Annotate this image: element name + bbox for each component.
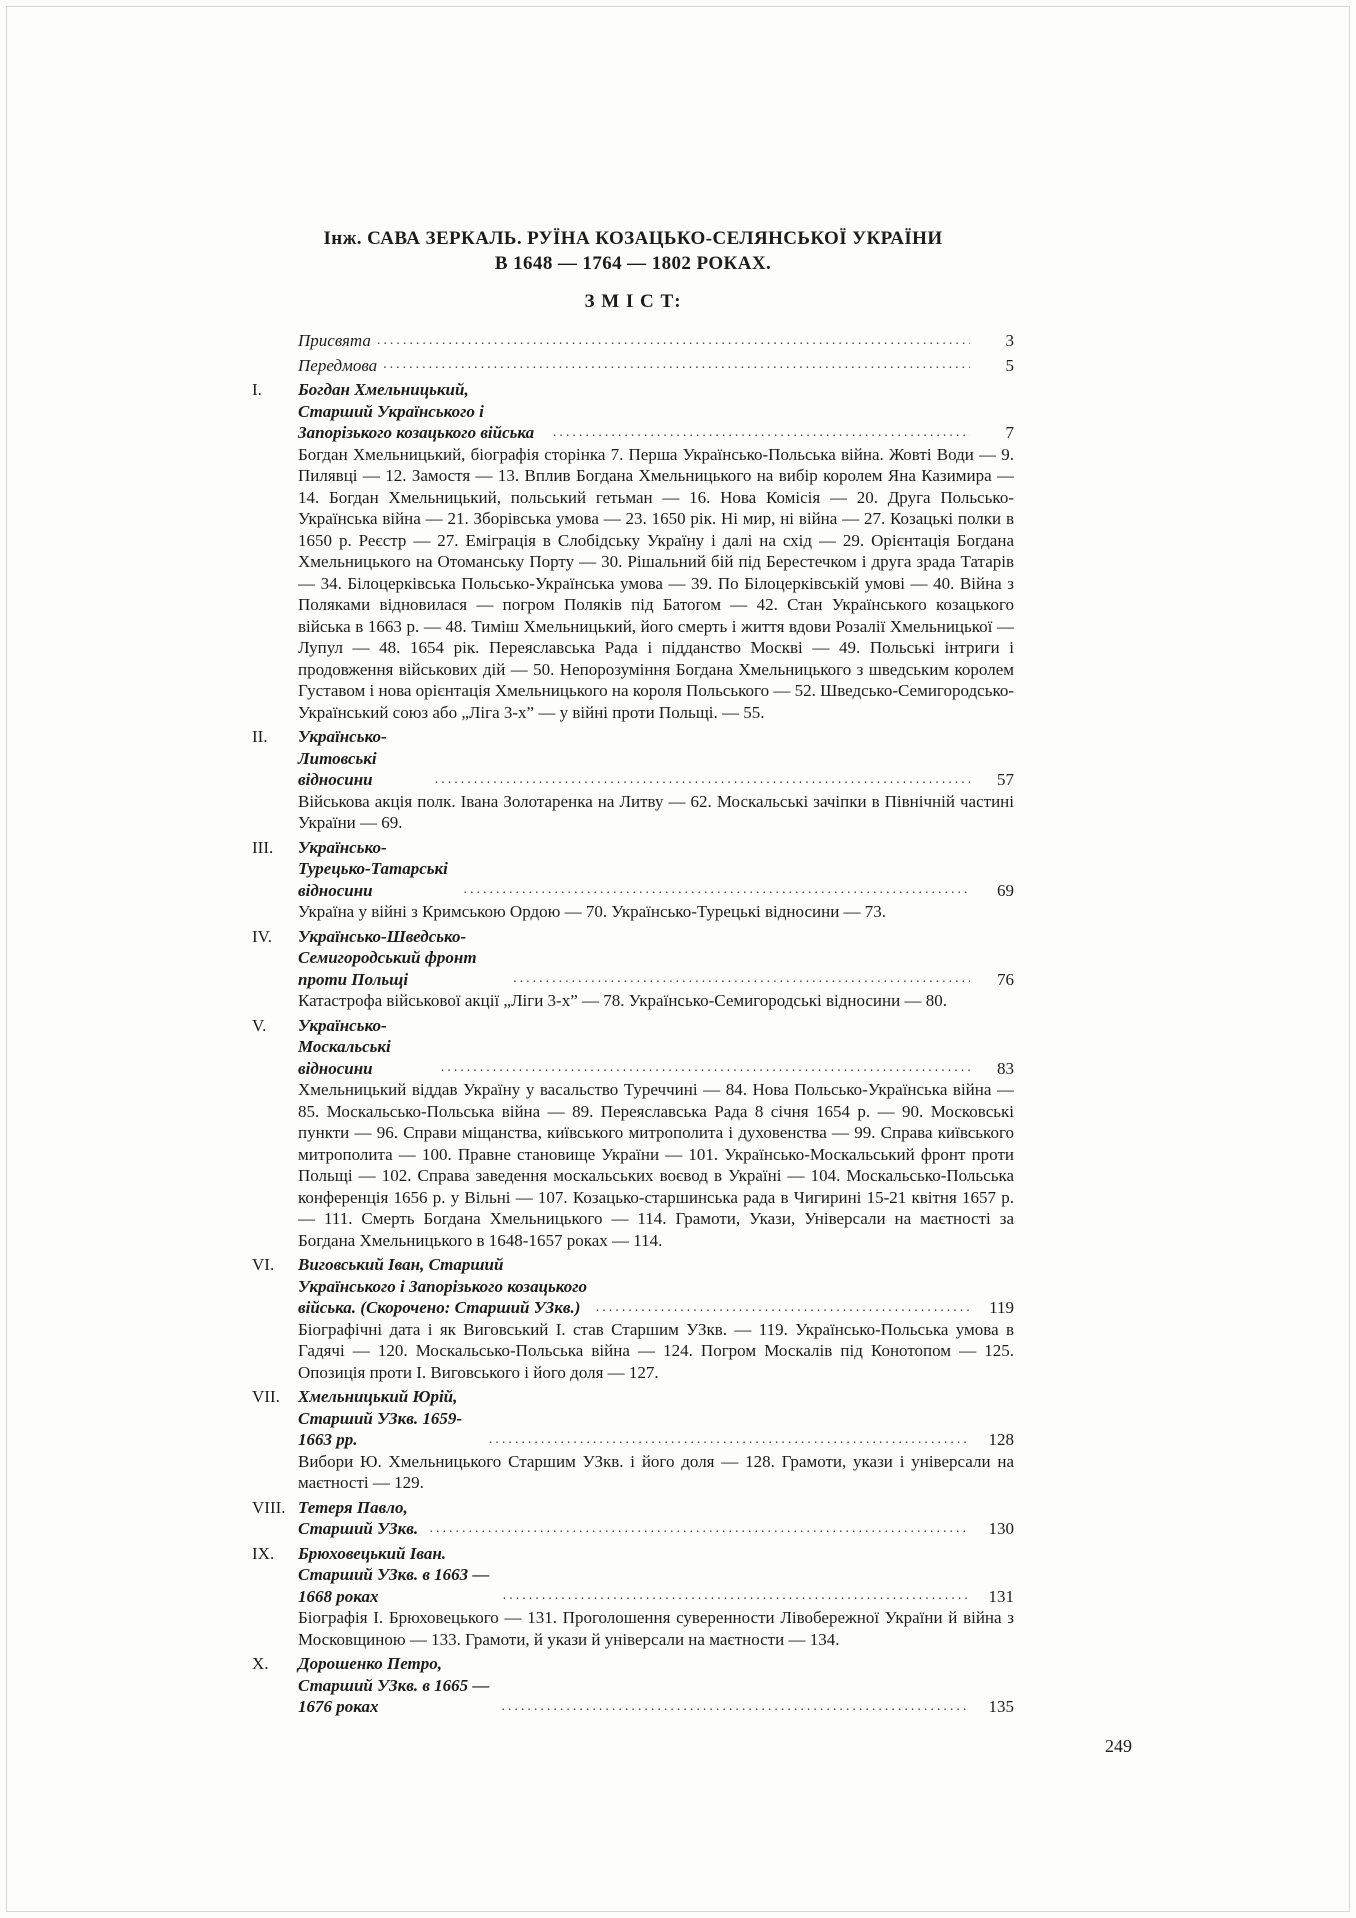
toc-page (252, 226, 1132, 1757)
entry-page-number: 83 (997, 1058, 1014, 1078)
toc-entry (252, 926, 1014, 1012)
entry-title-row (298, 355, 1014, 377)
entry-page-number: 3 (1005, 331, 1014, 350)
dot-leader (377, 331, 970, 350)
book-title-line2: В 1648 — 1764 — 1802 РОКАХ. (494, 253, 772, 274)
entry-description: Богдан Хмельницький, біографія сторінка 7. Перша Українсько-Польська війна. Жовті Води — 9. Пилявці — 12. Замостя — 13. Вплив Богдана Хмельницького на вибір королем Яна Казимира — 14. Богдан Хмельницький, польський гетьман — 16. Нова Комісія — 20. Друга Польсько-Українська війна — 21. Зборівська умова — 23. 1650 рік. Ні мир, ні війна — 27. Козацькі полки в 1650 р. Реєстр — 27. Еміграція в Слобідську Україну і далі на схід — 29. Орієнтація Богдана Хмельницького на Отоманську Порту — 30. Рішальний бій під Берестечком і друга зрада Татарів — 34. Білоцерківська Польсько-Українська умова — 39. По Білоцерківській умові — 40. Війна з Поляками відновилася — погром Поляків під Батогом — 42. Стан Українського козацького війська в 1663 р. — 48. Тиміш Хмельницький, його смерть і життя вдови Розалії Хмельницької — Лупул — 48. 1654 рік. Переяславська Рада і підданство Москві — 49. Польські інтриги і продовження військових дій — 50. Непорозуміння Богдана Хмельницького з шведським королем Густавом і нова орієнтація Хмельницького на короля Польського — 52. Шведсько-Семигородсько-Український союз або „Ліга 3-х” — у війні проти Польщі. — 55. (298, 444, 1014, 722)
entry-page-number: 76 (997, 969, 1014, 989)
dot-leader (513, 969, 970, 988)
entry-title: Тетеря Павло, Старший УЗкв. (298, 1497, 419, 1538)
entry-title: Українсько-Шведсько-Семигородський фронт проти Польщі (298, 926, 477, 989)
toc-heading: З М І С Т: (584, 291, 682, 312)
dot-leader (489, 1430, 970, 1449)
toc-entry (252, 837, 1014, 923)
entry-description: Хмельницький віддав Україну у васальство Туреччині — 84. Нова Польсько-Українська війна — 85. Москальсько-Польська війна — 89. Переяславська Рада 8 січня 1654 р. — 90. Московські пункти — 96. Справи міщанства, київського митрополита і духовенства — 99. Справа київського митрополита — 100. Правне становище України — 101. Українсько-Москальський фронт проти Польщі — 102. Справа заведення москальських воєвод в Україні — 104. Москальсько-Польська конференція 1656 р. у Вільні — 107. Козацько-старшинська рада в Чигирині 15-21 квітня 1657 р. — 111. Смерть Богдана Хмельницького — 114. Грамоти, Укази, Універсали на маєтності за Богдана Хмельницького в 1648-1657 роках — 114. (298, 1080, 1014, 1250)
entry-title-row (298, 1015, 1014, 1080)
entry-title-row (298, 1254, 1014, 1319)
entry-number: VII. (252, 1387, 280, 1406)
page-number: 249 (1105, 1735, 1132, 1756)
dot-leader (464, 880, 970, 899)
entry-page-number: 130 (988, 1519, 1014, 1538)
entry-title: Брюховецький Іван. Старший УЗкв. в 1663 — 1668 роках (298, 1543, 490, 1606)
dot-leader (501, 1697, 970, 1716)
dot-leader (596, 1298, 970, 1317)
entry-title: Присвята (298, 331, 371, 350)
entry-page-number: 131 (988, 1586, 1014, 1606)
toc-entry (252, 379, 1014, 723)
entry-page-number: 57 (997, 770, 1014, 789)
entry-title: Дорошенко Петро, Старший УЗкв. в 1665 — 1676 роках (298, 1654, 490, 1716)
entry-title-row (298, 1386, 1014, 1451)
entry-number: II. (252, 727, 268, 746)
toc-entry (252, 726, 1014, 834)
dot-leader (503, 1586, 970, 1605)
entry-number: IV. (252, 926, 272, 946)
entry-page-number: 128 (988, 1430, 1014, 1449)
toc-entry (252, 1386, 1014, 1494)
entry-title-row (298, 837, 1014, 902)
entry-page-number: 7 (1005, 423, 1014, 442)
toc-entries (252, 330, 1014, 1718)
toc-entry (252, 1497, 1014, 1540)
toc-entry (252, 1653, 1014, 1718)
entry-title: Українсько-Турецько-Татарські відносини (298, 837, 448, 900)
entry-description: Біографічні дата і як Виговський І. став Старшим УЗкв. — 119. Українсько-Польська умова в Гадячі — 120. Москальсько-Польська війна — 124. Погром Москалів під Конотопом — 125. Опозиція проти І. Виговського і його доля — 127. (298, 1319, 1014, 1382)
entry-title: Українсько-Литовські відносини (298, 727, 387, 789)
entry-number: VI. (252, 1255, 275, 1274)
dot-leader (441, 1058, 970, 1077)
entry-title: Українсько-Москальські відносини (298, 1015, 391, 1078)
entry-number: IX. (252, 1543, 275, 1563)
dot-leader (553, 423, 970, 442)
dot-leader (430, 1519, 970, 1538)
entry-page-number: 5 (1005, 355, 1014, 375)
entry-number: X. (252, 1654, 269, 1673)
dot-leader (383, 355, 970, 374)
toc-entry (252, 1015, 1014, 1252)
entry-description: Вибори Ю. Хмельницького Старшим УЗкв. і його доля — 128. Грамоти, укази і універсали на маєтності — 129. (298, 1451, 1014, 1492)
toc-entry (252, 1254, 1014, 1383)
dot-leader (435, 770, 970, 789)
entry-description: Україна у війні з Кримською Ордою — 70. Українсько-Турецькі відносини — 73. (298, 902, 887, 921)
entry-title: Передмова (298, 355, 378, 375)
toc-entry (252, 1543, 1014, 1651)
entry-number: VIII. (252, 1497, 286, 1517)
entry-title: Богдан Хмельницький, Старший Українського і Запорізького козацького війська (298, 380, 535, 442)
entry-title-row (298, 1497, 1014, 1540)
entry-title-row (298, 1653, 1014, 1718)
toc-entry (252, 355, 1014, 377)
book-title-line1: Інж. САВА ЗЕРКАЛЬ. РУЇНА КОЗАЦЬКО-СЕЛЯНСЬКОЇ УКРАЇНИ (323, 228, 943, 249)
entry-title: Хмельницький Юрій, Старший УЗкв. 1659-1663 рр. (298, 1387, 462, 1449)
entry-title-row (298, 379, 1014, 444)
entry-number: I. (252, 380, 262, 399)
entry-title-row (298, 330, 1014, 352)
entry-description: Катастрофа військової акції „Ліги 3-х” — 78. Українсько-Семигородські відносини — 80. (298, 991, 947, 1010)
entry-page-number: 119 (989, 1298, 1014, 1317)
entry-title-row (298, 926, 1014, 991)
entry-title: Виговський Іван, Старший Українського і Запорізького козацького війська. (Скорочено: Старший УЗкв.) (298, 1255, 588, 1317)
entry-page-number: 69 (997, 880, 1014, 900)
entry-description: Військова акція полк. Івана Золотаренка на Литву — 62. Москальські зачіпки в Північній частині України — 69. (298, 791, 1014, 832)
entry-description: Біографія І. Брюховецького — 131. Проголошення суверенности Лівобережної України й війна з Московщиною — 133. Грамоти, й укази й універсали на маєтности — 134. (298, 1608, 1014, 1649)
entry-title-row (298, 726, 1014, 791)
entry-number: V. (252, 1015, 267, 1035)
toc-entry (252, 330, 1014, 352)
entry-title-row (298, 1543, 1014, 1608)
entry-page-number: 135 (988, 1697, 1014, 1716)
entry-number: III. (252, 837, 274, 857)
